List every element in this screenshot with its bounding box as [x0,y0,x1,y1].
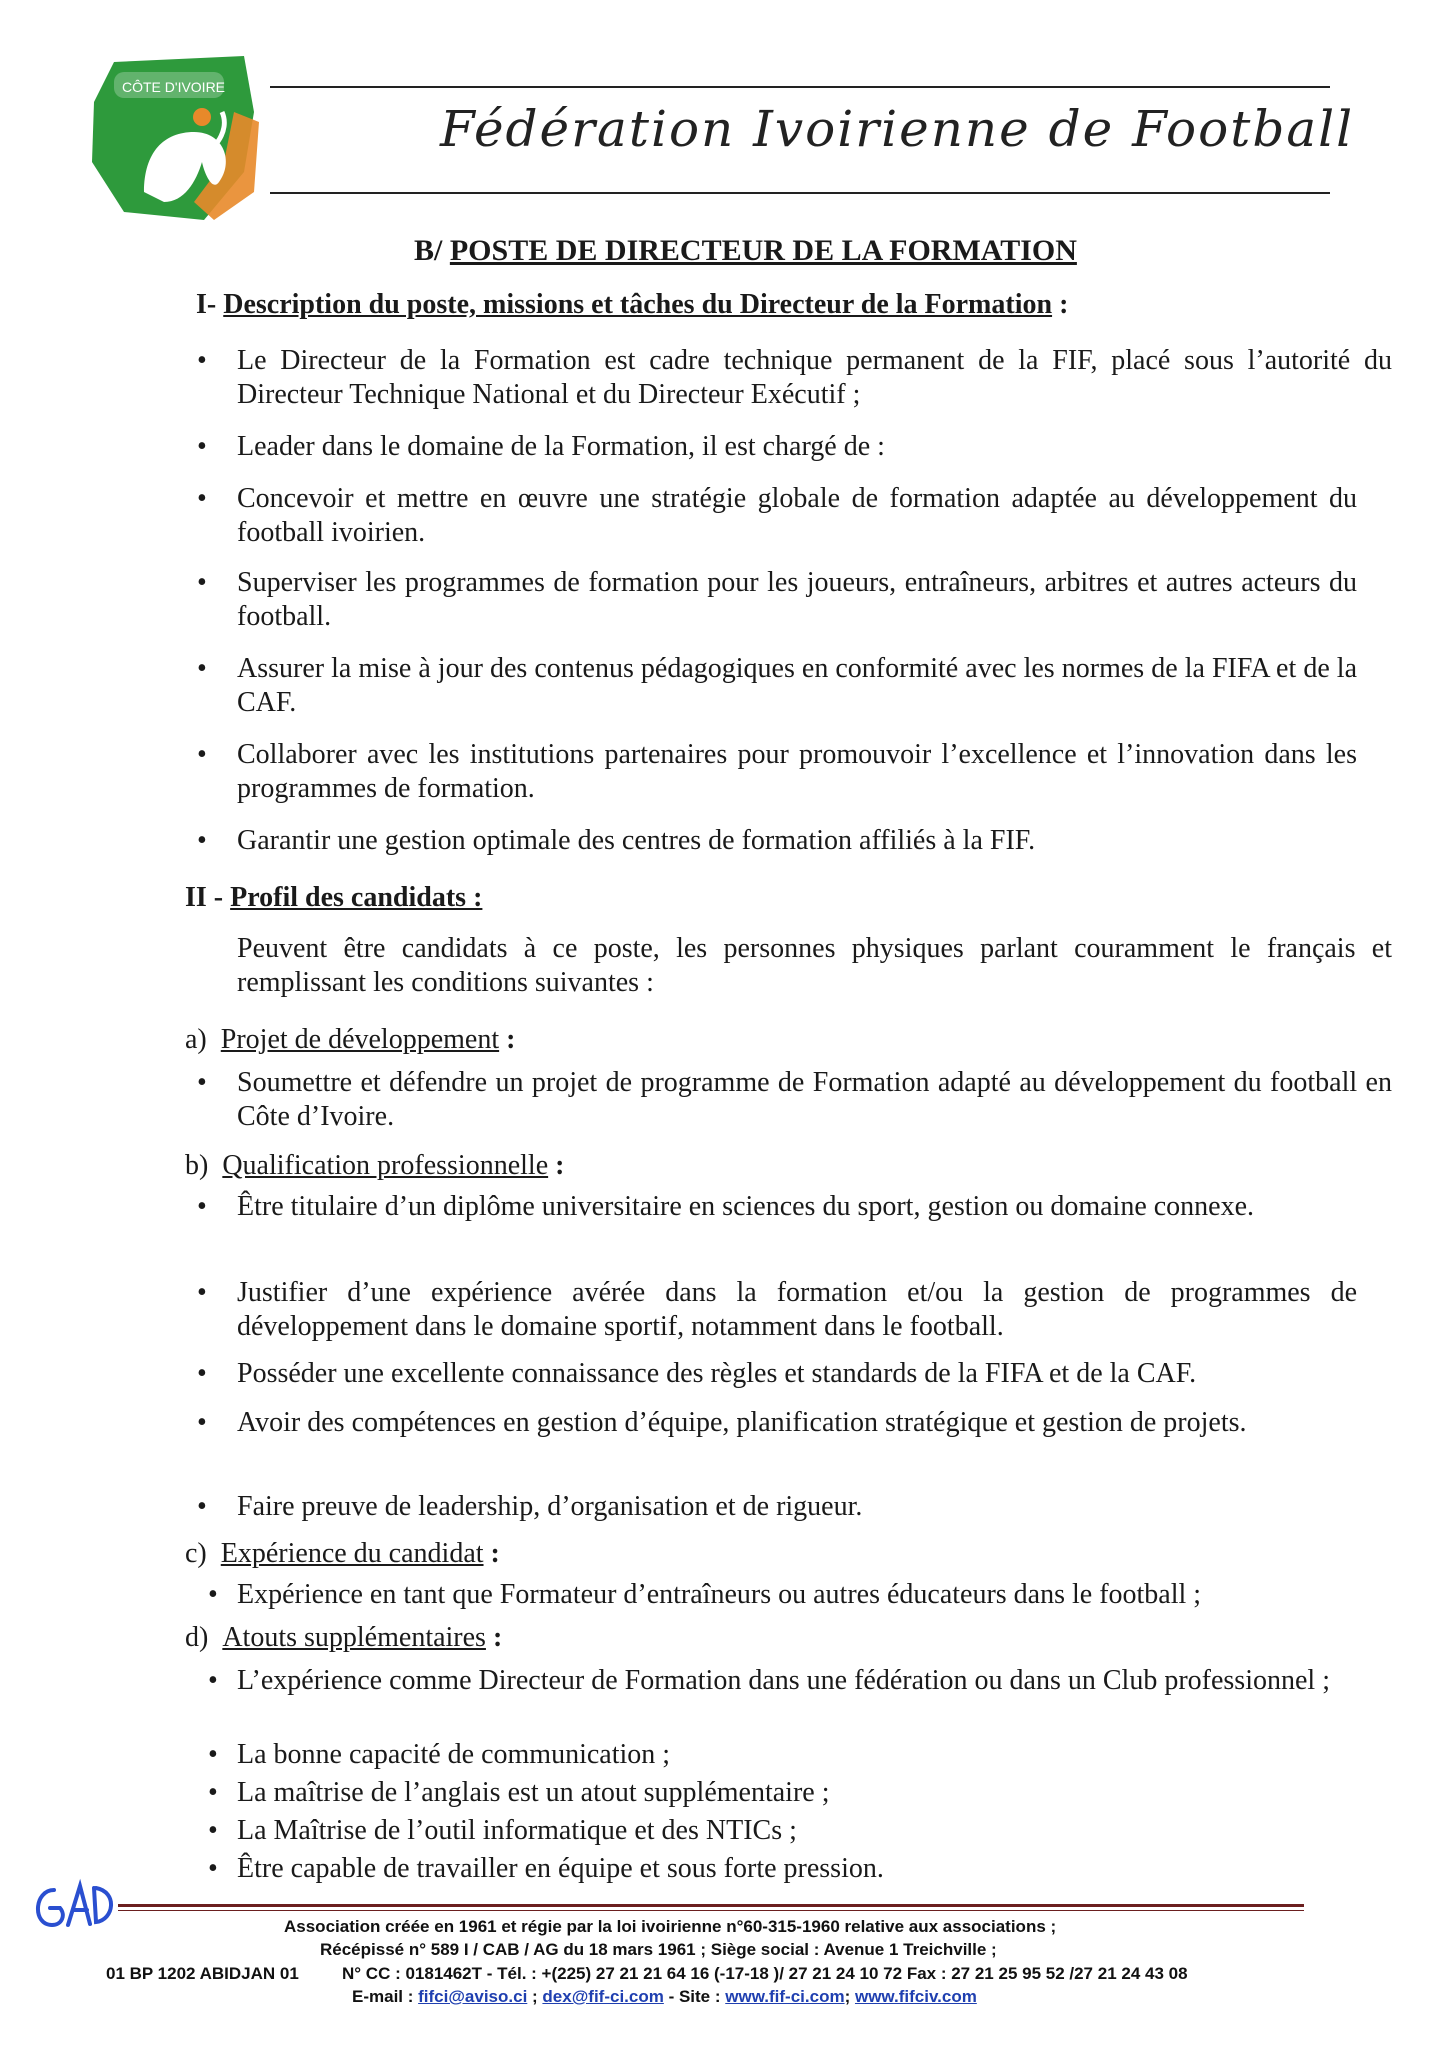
s2-intro: Peuvent être candidats à ce poste, les personnes physiques parlant couramment le français et remplissant les conditions suivantes : [237,933,1392,998]
s1-item-3: Concevoir et mettre en œuvre une stratégie globale de formation adaptée au développement du football ivoirien. [237,483,1357,548]
site-link-2[interactable]: www.fifciv.com [854,1987,977,2006]
bullet: • [208,1777,218,1808]
b-item-2: Justifier d’une expérience avérée dans la formation et/ou la gestion de programmes de développement dans le domaine sportif, notamment dans le football. [237,1277,1357,1342]
d-item-2: La bonne capacité de communication ; [237,1739,671,1770]
section-2-heading: II - Profil des candidats : [185,882,483,913]
footer-line-3: N° CC : 0181462T - Tél. : +(225) 27 21 21 64 16 (-17-18 )/ 27 21 24 10 72 Fax : 27 21 25 95 52 /27 21 24 43 08 [342,1964,1188,1983]
c-item-1: Expérience en tant que Formateur d’entraîneurs ou autres éducateurs dans le football ; [237,1579,1202,1610]
footer-line-1: Association créée en 1961 et régie par la loi ivoirienne n°60-315-1960 relative aux associations ; [284,1917,1057,1936]
bullet: • [208,1665,218,1696]
handwritten-initials [24,1870,124,1940]
bullet: • [197,1277,207,1308]
footer-rule [118,1904,1304,1907]
s1-item-5: Assurer la mise à jour des contenus pédagogiques en conformité avec les normes de la FIFA et de la CAF. [237,653,1357,718]
bullet: • [197,1358,207,1389]
email-link-2[interactable]: dex@fif-ci.com [542,1987,664,2006]
bullet: • [208,1815,218,1846]
s1-item-7: Garantir une gestion optimale des centres de formation affiliés à la FIF. [237,825,1036,856]
page-title: B/ POSTE DE DIRECTEUR DE LA FORMATION [414,234,1077,267]
bullet: • [197,1191,207,1222]
d-item-3: La maîtrise de l’anglais est un atout supplémentaire ; [237,1777,830,1808]
bullet: • [197,483,207,514]
bullet: • [197,1491,207,1522]
s1-item-2: Leader dans le domaine de la Formation, il est chargé de : [237,431,885,462]
b-item-3: Posséder une excellente connaissance des règles et standards de la FIFA et de la CAF. [237,1358,1197,1389]
fif-logo [84,52,274,224]
footer-rule-thin [118,1910,1304,1911]
email-link-1[interactable]: fifci@aviso.ci [418,1987,528,2006]
site-link-1[interactable]: www.fif-ci.com [725,1987,845,2006]
footer-line-2: Récépissé n° 589 I / CAB / AG du 18 mars 1961 ; Siège social : Avenue 1 Treichville ; [320,1940,997,1959]
d-item-4: La Maîtrise de l’outil informatique et des NTICs ; [237,1815,797,1846]
bullet: • [197,345,207,376]
bullet: • [197,431,207,462]
subsection-b: b) Qualification professionnelle : [185,1150,565,1181]
b-item-1: Être titulaire d’un diplôme universitaire en sciences du sport, gestion ou domaine connexe. [237,1191,1255,1222]
bullet: • [197,1067,207,1098]
section-1-heading: I- Description du poste, missions et tâches du Directeur de la Formation : [196,289,1069,320]
header-rule-top [270,86,1330,88]
bullet: • [208,1579,218,1610]
bullet: • [197,653,207,684]
d-item-1: L’expérience comme Directeur de Formation dans une fédération ou dans un Club professionnel ; [237,1665,1330,1696]
a-item-1: Soumettre et défendre un projet de programme de Formation adapté au développement du football en Côte d’Ivoire. [237,1067,1392,1132]
b-item-4: Avoir des compétences en gestion d’équipe, planification stratégique et gestion de projets. [237,1407,1247,1438]
bullet: • [197,1407,207,1438]
b-item-5: Faire preuve de leadership, d’organisation et de rigueur. [237,1491,863,1522]
logo-text: CÔTE D'IVOIRE [122,79,226,95]
bullet: • [197,825,207,856]
footer-contacts: E-mail : fifci@aviso.ci ; dex@fif-ci.com - Site : www.fif-ci.com; www.fifciv.com [352,1987,977,2006]
subsection-a: a) Projet de développement : [185,1024,516,1055]
bullet: • [208,1739,218,1770]
subsection-c: c) Expérience du candidat : [185,1538,500,1569]
footer-bp: 01 BP 1202 ABIDJAN 01 [106,1964,299,1983]
s1-item-4: Superviser les programmes de formation pour les joueurs, entraîneurs, arbitres et autres acteurs du football. [237,567,1357,632]
d-item-5: Être capable de travailler en équipe et sous forte pression. [237,1853,884,1884]
s1-item-6: Collaborer avec les institutions partenaires pour promouvoir l’excellence et l’innovation dans les programmes de formation. [237,739,1357,804]
header-rule-bottom [270,192,1330,194]
s1-item-1: Le Directeur de la Formation est cadre technique permanent de la FIF, placé sous l’autorité du Directeur Technique National et du Directeur Exécutif ; [237,345,1392,410]
bullet: • [197,739,207,770]
bullet: • [208,1853,218,1884]
federation-name: Fédération Ivoirienne de Football [440,100,1355,158]
bullet: • [197,567,207,598]
subsection-d: d) Atouts supplémentaires : [185,1622,503,1653]
